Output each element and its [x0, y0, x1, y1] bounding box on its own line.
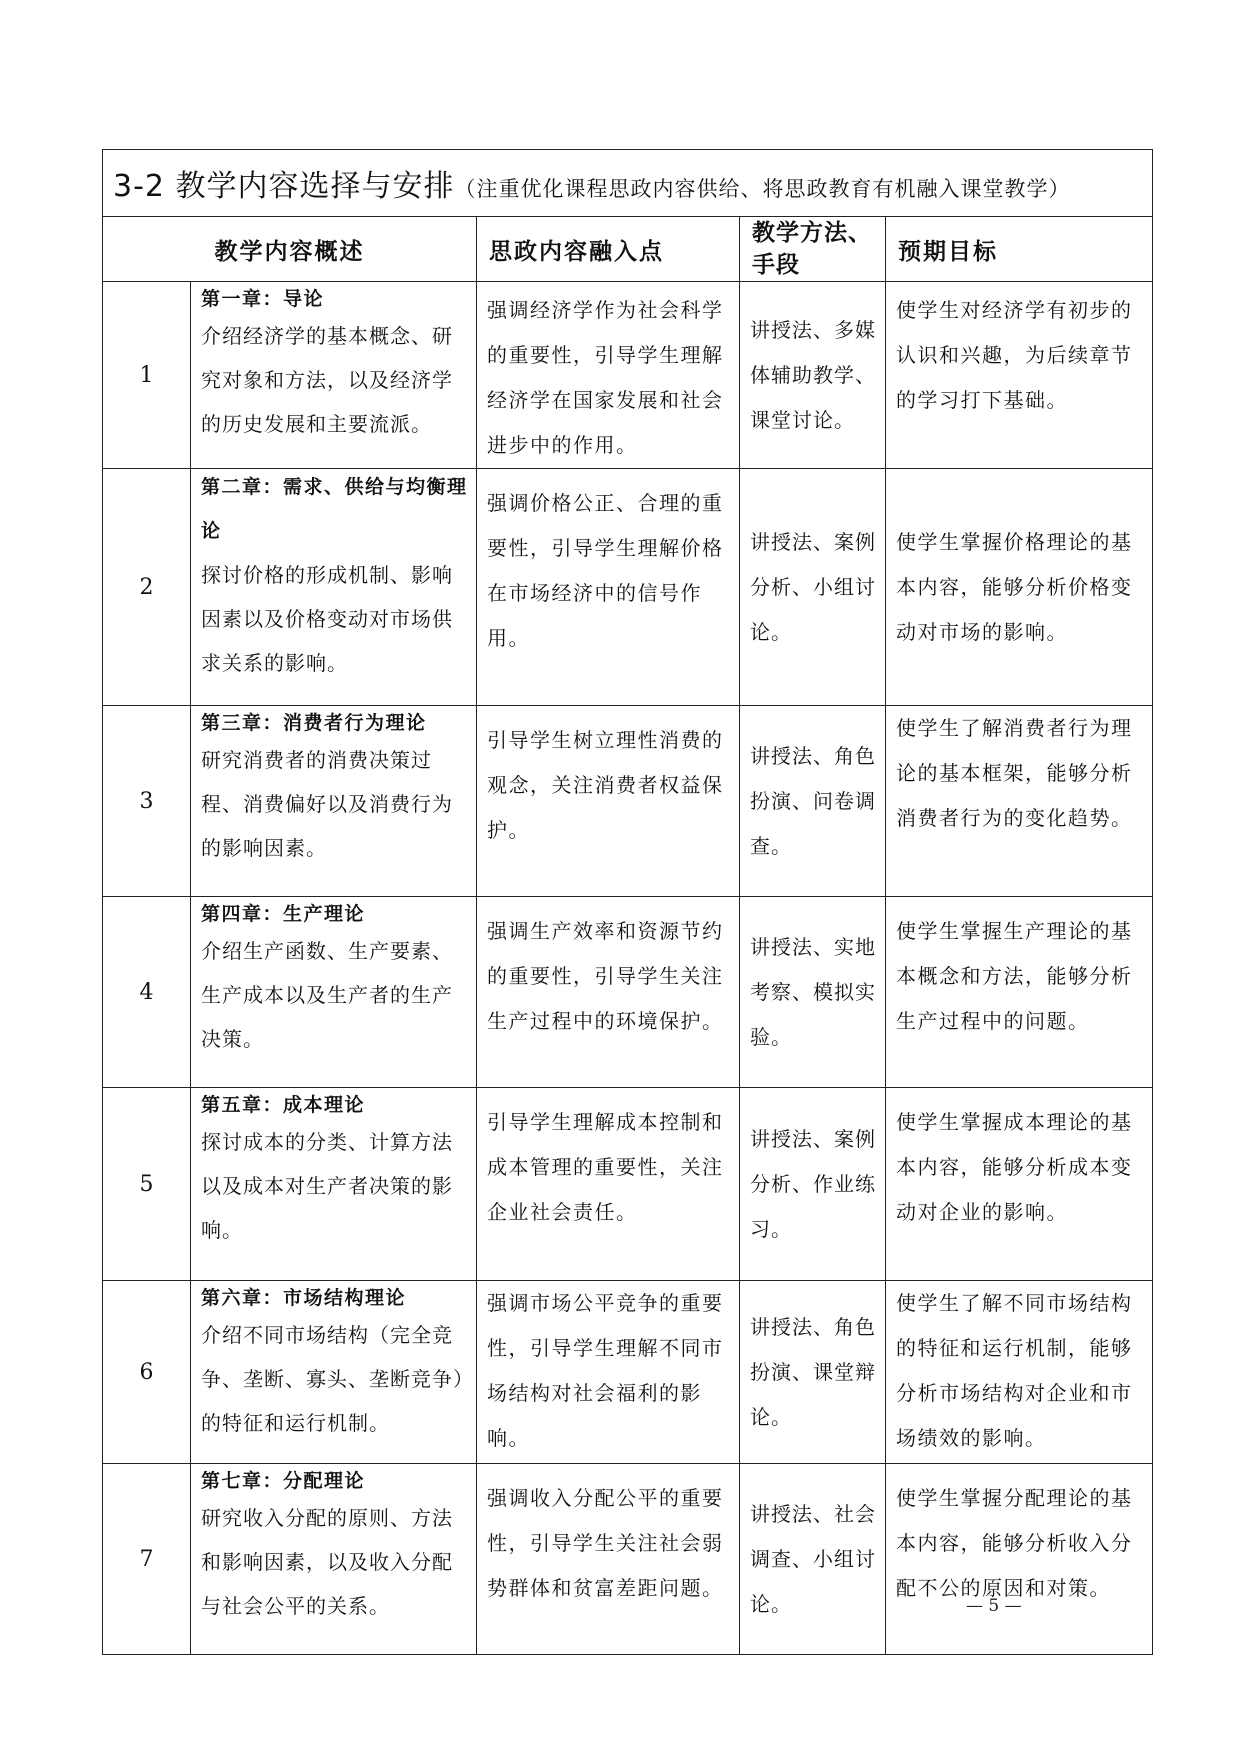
table-row [103, 1464, 1153, 1655]
header-ideology-points: 思政内容融入点 [477, 217, 740, 282]
method-cell: 讲授法、实地考察、模拟实验。 [740, 897, 886, 1088]
method-cell: 讲授法、角色扮演、问卷调查。 [740, 706, 886, 897]
chapter-description: 探讨成本的分类、计算方法以及成本对生产者决策的影响。 [201, 1130, 453, 1242]
table-row [103, 282, 1153, 469]
chapter-title: 第三章：消费者行为理论 [201, 712, 427, 734]
goal-cell: 使学生掌握成本理论的基本内容，能够分析成本变动对企业的影响。 [886, 1088, 1153, 1281]
goal-cell: 使学生掌握分配理论的基本内容，能够分析收入分配不公的原因和对策。 [886, 1464, 1153, 1655]
method-cell: 讲授法、案例分析、作业练习。 [740, 1088, 886, 1281]
chapter-title: 第七章：分配理论 [201, 1470, 366, 1492]
table-row [103, 1088, 1153, 1281]
table-row [103, 1281, 1153, 1464]
row-number: 4 [103, 897, 191, 1088]
content-cell [191, 1464, 477, 1655]
row-number: 5 [103, 1088, 191, 1281]
page-number: — 5 — [966, 1596, 1022, 1616]
teaching-content-table [102, 149, 1153, 1655]
header-teaching-method: 教学方法、手段 [740, 217, 886, 282]
method-cell: 讲授法、案例分析、小组讨论。 [740, 469, 886, 706]
method-cell: 讲授法、社会调查、小组讨论。 [740, 1464, 886, 1655]
chapter-description: 介绍生产函数、生产要素、生产成本以及生产者的生产决策。 [201, 939, 453, 1051]
method-cell: 讲授法、多媒体辅助教学、课堂讨论。 [740, 282, 886, 469]
table-row [103, 897, 1153, 1088]
header-expected-goal: 预期目标 [886, 217, 1153, 282]
goal-cell: 使学生对经济学有初步的认识和兴趣，为后续章节的学习打下基础。 [886, 282, 1153, 469]
table-row [103, 469, 1153, 706]
content-cell [191, 469, 477, 706]
ideology-cell: 强调经济学作为社会科学的重要性，引导学生理解经济学在国家发展和社会进步中的作用。 [477, 282, 740, 469]
ideology-cell: 强调价格公正、合理的重要性，引导学生理解价格在市场经济中的信号作用。 [477, 469, 740, 706]
chapter-title: 第二章：需求、供给与均衡理论 [201, 476, 468, 542]
row-number: 1 [103, 282, 191, 469]
chapter-description: 介绍不同市场结构（完全竞争、垄断、寡头、垄断竞争）的特征和运行机制。 [201, 1323, 464, 1435]
content-cell [191, 1281, 477, 1464]
ideology-cell: 强调收入分配公平的重要性，引导学生关注社会弱势群体和贫富差距问题。 [477, 1464, 740, 1655]
table-title-note: （注重优化课程思政内容供给、将思政教育有机融入课堂教学） [454, 177, 1071, 201]
chapter-description: 介绍经济学的基本概念、研究对象和方法，以及经济学的历史发展和主要流派。 [201, 324, 453, 436]
chapter-title: 第六章：市场结构理论 [201, 1287, 407, 1309]
row-number: 2 [103, 469, 191, 706]
row-number: 7 [103, 1464, 191, 1655]
content-cell [191, 897, 477, 1088]
table-row [103, 706, 1153, 897]
content-cell [191, 706, 477, 897]
content-cell [191, 282, 477, 469]
table-title-main: 3-2 教学内容选择与安排 [113, 169, 455, 204]
chapter-description: 研究消费者的消费决策过程、消费偏好以及消费行为的影响因素。 [201, 748, 453, 860]
table-header-row [103, 217, 1153, 282]
ideology-cell: 引导学生树立理性消费的观念，关注消费者权益保护。 [477, 706, 740, 897]
content-cell [191, 1088, 477, 1281]
chapter-title: 第五章：成本理论 [201, 1094, 366, 1116]
ideology-cell: 引导学生理解成本控制和成本管理的重要性，关注企业社会责任。 [477, 1088, 740, 1281]
row-number: 6 [103, 1281, 191, 1464]
row-number: 3 [103, 706, 191, 897]
chapter-description: 探讨价格的形成机制、影响因素以及价格变动对市场供求关系的影响。 [201, 563, 453, 675]
header-content-overview: 教学内容概述 [103, 217, 477, 282]
chapter-title: 第四章：生产理论 [201, 903, 366, 925]
goal-cell: 使学生了解消费者行为理论的基本框架，能够分析消费者行为的变化趋势。 [886, 706, 1153, 897]
table-title [103, 150, 1153, 217]
ideology-cell: 强调市场公平竞争的重要性，引导学生理解不同市场结构对社会福利的影响。 [477, 1281, 740, 1464]
goal-cell: 使学生了解不同市场结构的特征和运行机制，能够分析市场结构对企业和市场绩效的影响。 [886, 1281, 1153, 1464]
goal-cell: 使学生掌握生产理论的基本概念和方法，能够分析生产过程中的问题。 [886, 897, 1153, 1088]
chapter-title: 第一章：导论 [201, 288, 325, 310]
table-title-row [103, 150, 1153, 217]
ideology-cell: 强调生产效率和资源节约的重要性，引导学生关注生产过程中的环境保护。 [477, 897, 740, 1088]
chapter-description: 研究收入分配的原则、方法和影响因素，以及收入分配与社会公平的关系。 [201, 1506, 453, 1618]
goal-cell: 使学生掌握价格理论的基本内容，能够分析价格变动对市场的影响。 [886, 469, 1153, 706]
method-cell: 讲授法、角色扮演、课堂辩论。 [740, 1281, 886, 1464]
